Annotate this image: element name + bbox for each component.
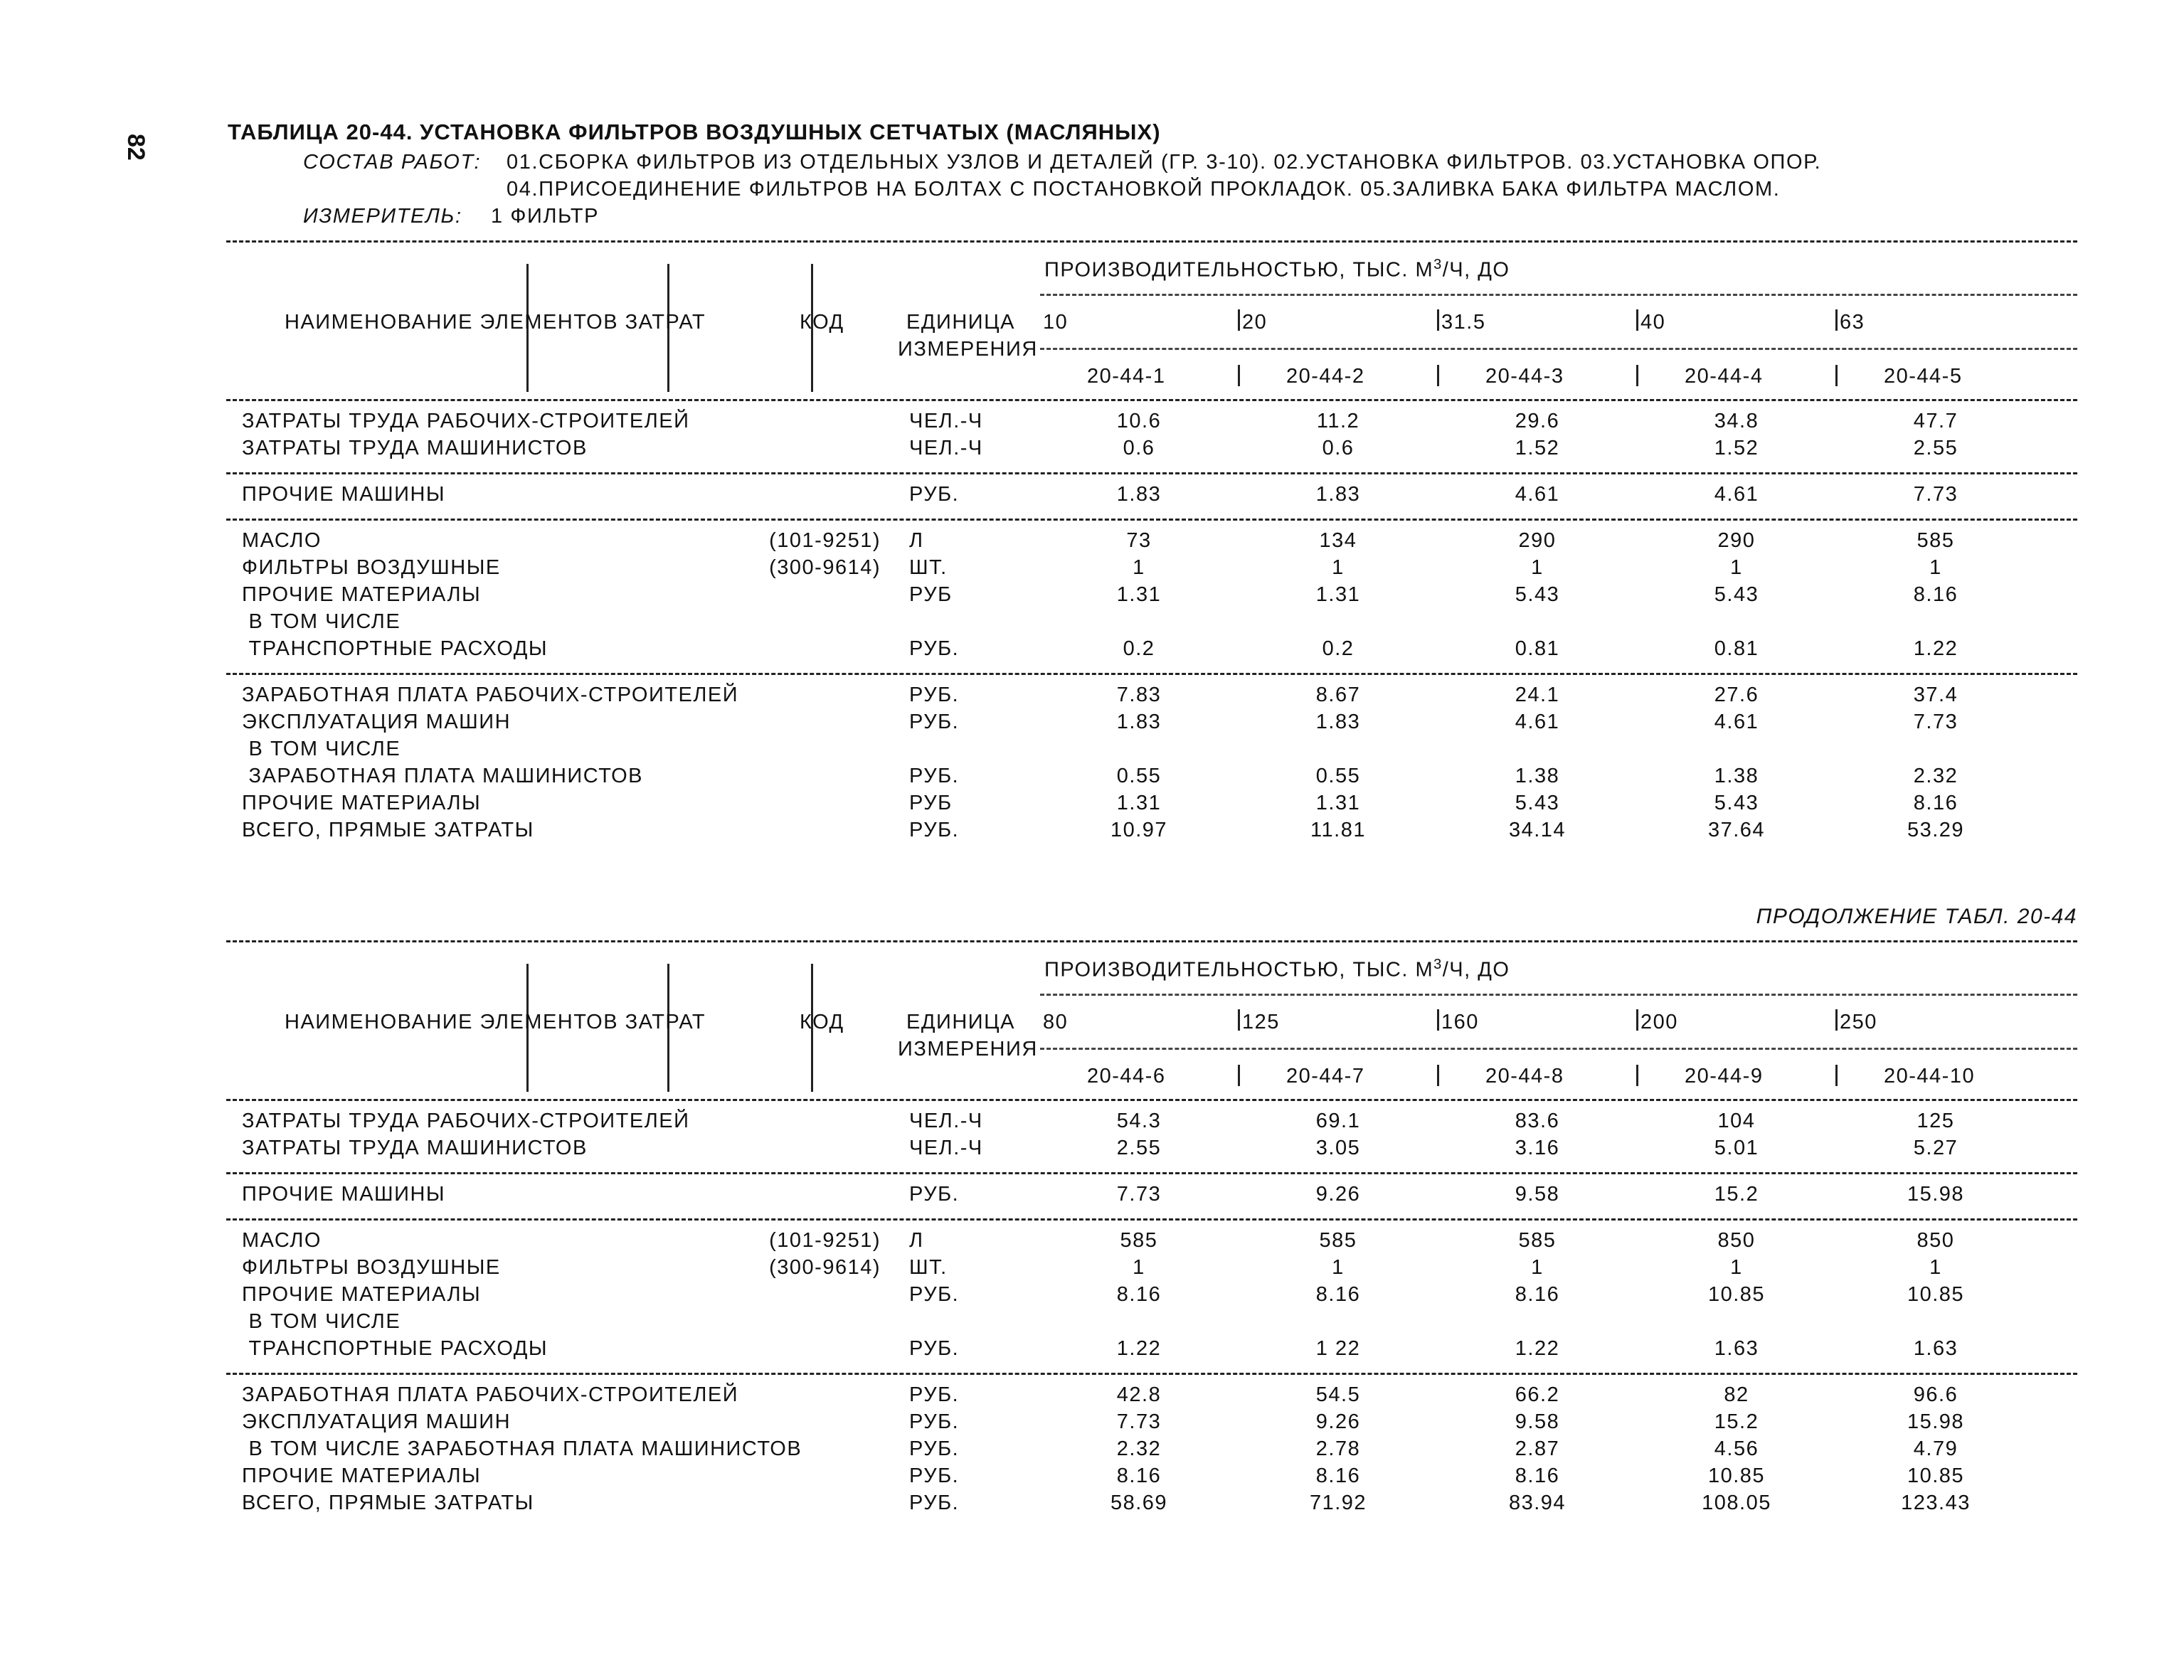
row-value: 1 bbox=[1133, 556, 1145, 579]
row-value: 134 bbox=[1319, 529, 1357, 552]
table-row bbox=[226, 765, 2077, 792]
table-row bbox=[226, 637, 2077, 664]
row-label: ЗАРАБОТНАЯ ПЛАТА РАБОЧИХ-СТРОИТЕЛЕЙ bbox=[242, 684, 739, 706]
capacity-value: 80 bbox=[1043, 1011, 1069, 1033]
row-value: 0.81 bbox=[1714, 637, 1759, 660]
row-value: 2.32 bbox=[1116, 1437, 1162, 1460]
norm-code: 20-44-4 bbox=[1685, 365, 1764, 388]
row-group bbox=[226, 1221, 2077, 1373]
header-code-column: КОД bbox=[800, 1011, 844, 1033]
row-value: 0.55 bbox=[1116, 765, 1162, 787]
row-value: 1.38 bbox=[1515, 765, 1560, 787]
capacity-value: 160 bbox=[1441, 1011, 1479, 1033]
row-value: 15.2 bbox=[1714, 1410, 1759, 1433]
row-value: 7.83 bbox=[1116, 684, 1162, 706]
row-unit: РУБ. bbox=[909, 1437, 960, 1460]
row-value: 11.81 bbox=[1310, 819, 1366, 841]
row-value: 15.98 bbox=[1907, 1183, 1965, 1206]
table-row bbox=[226, 1437, 2077, 1464]
row-label: ЗАРАБОТНАЯ ПЛАТА РАБОЧИХ-СТРОИТЕЛЕЙ bbox=[242, 1383, 739, 1406]
capacity-value: 63 bbox=[1840, 311, 1865, 334]
group-rule bbox=[226, 1099, 2077, 1101]
row-unit: РУБ. bbox=[909, 1410, 960, 1433]
row-value: 9.58 bbox=[1515, 1410, 1560, 1433]
header-unit-column: ЕДИНИЦА bbox=[906, 1011, 1015, 1033]
header-name-column: НАИМЕНОВАНИЕ ЭЛЕМЕНТОВ ЗАТРАТ bbox=[285, 1011, 706, 1033]
row-value: 5.43 bbox=[1515, 583, 1560, 606]
header-capacity-rule bbox=[1040, 994, 2077, 996]
row-value: 104 bbox=[1717, 1110, 1756, 1132]
row-value: 8.16 bbox=[1116, 1283, 1162, 1306]
row-unit: ШТ. bbox=[909, 1256, 948, 1279]
row-value: 1.31 bbox=[1116, 583, 1162, 606]
row-value: 1 bbox=[1332, 1256, 1345, 1279]
row-label: ПРОЧИЕ МАТЕРИАЛЫ bbox=[242, 1464, 482, 1487]
row-label: В ТОМ ЧИСЛЕ bbox=[242, 1310, 401, 1333]
row-unit: РУБ. bbox=[909, 684, 960, 706]
table-row bbox=[226, 1464, 2077, 1492]
row-value: 1.52 bbox=[1714, 437, 1759, 459]
row-unit: РУБ. bbox=[909, 1383, 960, 1406]
row-value: 0.55 bbox=[1315, 765, 1361, 787]
row-value: 585 bbox=[1120, 1229, 1158, 1252]
norm-code: 20-44-5 bbox=[1884, 365, 1963, 388]
row-value: 1.63 bbox=[1913, 1337, 1958, 1360]
group-rule bbox=[226, 673, 2077, 675]
row-value: 10.85 bbox=[1707, 1283, 1766, 1306]
row-value: 10.85 bbox=[1907, 1464, 1965, 1487]
row-unit: РУБ. bbox=[909, 1492, 960, 1514]
row-value: 585 bbox=[1319, 1229, 1357, 1252]
row-label: ВСЕГО, ПРЯМЫЕ ЗАТРАТЫ bbox=[242, 819, 534, 841]
row-value: 71.92 bbox=[1309, 1492, 1367, 1514]
row-value: 1.83 bbox=[1116, 711, 1162, 733]
norm-code: 20-44-10 bbox=[1884, 1065, 1976, 1088]
row-value: 1 bbox=[1929, 556, 1942, 579]
table-row bbox=[226, 529, 2077, 556]
capacity-value: 10 bbox=[1043, 311, 1069, 334]
table-row bbox=[226, 410, 2077, 437]
row-value: 4.61 bbox=[1714, 483, 1759, 506]
table-row bbox=[226, 792, 2077, 819]
table-row bbox=[226, 1229, 2077, 1256]
row-unit: РУБ. bbox=[909, 1337, 960, 1360]
capacity-divider bbox=[1636, 1009, 1638, 1031]
row-value: 54.5 bbox=[1315, 1383, 1361, 1406]
row-label: ПРОЧИЕ МАШИНЫ bbox=[242, 483, 446, 506]
row-value: 108.05 bbox=[1702, 1492, 1771, 1514]
row-value: 8.16 bbox=[1515, 1464, 1560, 1487]
row-group bbox=[226, 1375, 2077, 1527]
row-value: 2.55 bbox=[1116, 1137, 1162, 1159]
row-code: (300-9614) bbox=[769, 1256, 881, 1279]
table-row bbox=[226, 684, 2077, 711]
row-value: 125 bbox=[1917, 1110, 1955, 1132]
capacity-value: 31.5 bbox=[1441, 311, 1486, 334]
table-row bbox=[226, 483, 2077, 510]
row-value: 1 bbox=[1730, 1256, 1743, 1279]
row-value: 1.22 bbox=[1515, 1337, 1560, 1360]
row-unit: РУБ. bbox=[909, 765, 960, 787]
norm-code: 20-44-6 bbox=[1087, 1065, 1166, 1088]
row-value: 83.6 bbox=[1515, 1110, 1560, 1132]
row-value: 8.16 bbox=[1913, 792, 1958, 814]
norm-code: 20-44-9 bbox=[1685, 1065, 1764, 1088]
group-rule bbox=[226, 1172, 2077, 1174]
row-value: 58.69 bbox=[1110, 1492, 1168, 1514]
row-value: 7.73 bbox=[1913, 711, 1958, 733]
capacity-prefix: ПРОИЗВОДИТЕЛЬНОСТЬЮ, ТЫС. М bbox=[1044, 258, 1434, 282]
row-label: В ТОМ ЧИСЛЕ ЗАРАБОТНАЯ ПЛАТА МАШИНИСТОВ bbox=[242, 1437, 802, 1460]
row-value: 1.52 bbox=[1515, 437, 1560, 459]
row-unit: ЧЕЛ.-Ч bbox=[909, 1110, 983, 1132]
row-value: 1 22 bbox=[1315, 1337, 1361, 1360]
row-unit: РУБ. bbox=[909, 1283, 960, 1306]
row-value: 850 bbox=[1717, 1229, 1756, 1252]
row-unit: Л bbox=[909, 1229, 924, 1252]
row-value: 0.81 bbox=[1515, 637, 1560, 660]
meter-label: ИЗМЕРИТЕЛЬ: bbox=[303, 205, 462, 228]
row-value: 1 bbox=[1531, 1256, 1544, 1279]
capacity-value: 40 bbox=[1640, 311, 1666, 334]
table-row bbox=[226, 1283, 2077, 1310]
row-unit: РУБ. bbox=[909, 483, 960, 506]
row-value: 11.2 bbox=[1316, 410, 1360, 432]
row-value: 37.64 bbox=[1707, 819, 1766, 841]
table-row bbox=[226, 711, 2077, 738]
row-label: МАСЛО bbox=[242, 1229, 322, 1252]
row-unit: РУБ. bbox=[909, 637, 960, 660]
row-value: 1 bbox=[1531, 556, 1544, 579]
group-rule bbox=[226, 399, 2077, 401]
row-value: 10.85 bbox=[1907, 1283, 1965, 1306]
row-value: 2.78 bbox=[1315, 1437, 1361, 1460]
row-unit: РУБ. bbox=[909, 1183, 960, 1206]
row-value: 1.63 bbox=[1714, 1337, 1759, 1360]
row-value: 4.61 bbox=[1515, 483, 1560, 506]
capacity-value: 200 bbox=[1640, 1011, 1678, 1033]
table-row bbox=[226, 610, 2077, 637]
row-value: 2.55 bbox=[1913, 437, 1958, 459]
row-value: 5.27 bbox=[1913, 1137, 1958, 1159]
norm-code: 20-44-3 bbox=[1485, 365, 1564, 388]
capacity-divider bbox=[1238, 309, 1240, 331]
group-rule bbox=[226, 1373, 2077, 1375]
row-label: ЗАТРАТЫ ТРУДА МАШИНИСТОВ bbox=[242, 437, 588, 459]
row-label: ЗАТРАТЫ ТРУДА МАШИНИСТОВ bbox=[242, 1137, 588, 1159]
header-capacity-rule bbox=[1040, 294, 2077, 296]
code-divider bbox=[1636, 1065, 1638, 1086]
header-code-rule bbox=[1040, 348, 2077, 350]
row-value: 1.83 bbox=[1315, 483, 1361, 506]
row-value: 290 bbox=[1518, 529, 1557, 552]
capacity-divider bbox=[1835, 1009, 1838, 1031]
row-label: ПРОЧИЕ МАТЕРИАЛЫ bbox=[242, 583, 482, 606]
row-label: ТРАНСПОРТНЫЕ РАСХОДЫ bbox=[242, 1337, 548, 1360]
row-value: 82 bbox=[1724, 1383, 1749, 1406]
row-value: 0.6 bbox=[1322, 437, 1355, 459]
row-value: 8.16 bbox=[1116, 1464, 1162, 1487]
row-group bbox=[226, 675, 2077, 854]
row-value: 29.6 bbox=[1515, 410, 1560, 432]
row-label: МАСЛО bbox=[242, 529, 322, 552]
table-row bbox=[226, 556, 2077, 583]
row-value: 9.26 bbox=[1315, 1183, 1361, 1206]
row-group bbox=[226, 521, 2077, 673]
row-label: ПРОЧИЕ МАТЕРИАЛЫ bbox=[242, 792, 482, 814]
row-value: 3.16 bbox=[1515, 1137, 1560, 1159]
row-value: 5.43 bbox=[1714, 792, 1759, 814]
header-capacity-title bbox=[1044, 257, 1510, 282]
row-value: 27.6 bbox=[1714, 684, 1759, 706]
table-row bbox=[226, 1410, 2077, 1437]
row-value: 2.32 bbox=[1913, 765, 1958, 787]
row-value: 1.31 bbox=[1315, 792, 1361, 814]
row-label: ФИЛЬТРЫ ВОЗДУШНЫЕ bbox=[242, 1256, 501, 1279]
row-value: 34.14 bbox=[1508, 819, 1567, 841]
row-value: 10.97 bbox=[1110, 819, 1168, 841]
header-code-rule bbox=[1040, 1048, 2077, 1050]
row-value: 42.8 bbox=[1116, 1383, 1162, 1406]
header-unit-column-2: ИЗМЕРЕНИЯ bbox=[898, 338, 1038, 361]
row-unit: РУБ. bbox=[909, 1464, 960, 1487]
code-divider bbox=[1238, 1065, 1240, 1086]
row-value: 1.31 bbox=[1116, 792, 1162, 814]
row-value: 47.7 bbox=[1913, 410, 1958, 432]
table-row bbox=[226, 583, 2077, 610]
norm-code: 20-44-7 bbox=[1286, 1065, 1365, 1088]
row-value: 1 bbox=[1929, 1256, 1942, 1279]
row-value: 8.67 bbox=[1315, 684, 1361, 706]
row-value: 66.2 bbox=[1515, 1383, 1560, 1406]
table-title: ТАБЛИЦА 20-44. УСТАНОВКА ФИЛЬТРОВ ВОЗДУШНЫХ СЕТЧАТЫХ (МАСЛЯНЫХ) bbox=[228, 119, 1161, 144]
row-value: 5.43 bbox=[1515, 792, 1560, 814]
row-code: (101-9251) bbox=[769, 1229, 881, 1252]
row-value: 1.31 bbox=[1315, 583, 1361, 606]
row-label: ВСЕГО, ПРЯМЫЕ ЗАТРАТЫ bbox=[242, 1492, 534, 1514]
meter-value: 1 ФИЛЬТР bbox=[491, 205, 600, 228]
table-header bbox=[226, 942, 2077, 1099]
row-value: 1.83 bbox=[1315, 711, 1361, 733]
row-value: 83.94 bbox=[1508, 1492, 1567, 1514]
row-value: 5.01 bbox=[1714, 1137, 1759, 1159]
row-value: 9.26 bbox=[1315, 1410, 1361, 1433]
row-value: 1.38 bbox=[1714, 765, 1759, 787]
row-group bbox=[226, 401, 2077, 472]
row-group bbox=[226, 1174, 2077, 1218]
row-value: 4.79 bbox=[1913, 1437, 1958, 1460]
code-divider bbox=[1437, 1065, 1439, 1086]
row-value: 1 bbox=[1133, 1256, 1145, 1279]
row-unit: ЧЕЛ.-Ч bbox=[909, 410, 983, 432]
row-code: (300-9614) bbox=[769, 556, 881, 579]
row-unit: РУБ bbox=[909, 583, 953, 606]
row-unit: РУБ bbox=[909, 792, 953, 814]
row-value: 4.56 bbox=[1714, 1437, 1759, 1460]
capacity-superscript: 3 bbox=[1433, 257, 1443, 272]
row-label: ЗАТРАТЫ ТРУДА РАБОЧИХ-СТРОИТЕЛЕЙ bbox=[242, 1110, 690, 1132]
row-value: 0.6 bbox=[1123, 437, 1155, 459]
row-unit: Л bbox=[909, 529, 924, 552]
row-value: 69.1 bbox=[1315, 1110, 1361, 1132]
row-value: 123.43 bbox=[1901, 1492, 1971, 1514]
row-value: 73 bbox=[1126, 529, 1152, 552]
row-value: 15.98 bbox=[1907, 1410, 1965, 1433]
group-rule bbox=[226, 1218, 2077, 1221]
table-row bbox=[226, 819, 2077, 846]
row-value: 3.05 bbox=[1315, 1137, 1361, 1159]
row-value: 53.29 bbox=[1907, 819, 1965, 841]
table-row bbox=[226, 437, 2077, 464]
page-number: 82 bbox=[122, 134, 149, 161]
row-value: 0.2 bbox=[1123, 637, 1155, 660]
composition-line-2: 04.ПРИСОЕДИНЕНИЕ ФИЛЬТРОВ НА БОЛТАХ С ПОСТАНОВКОЙ ПРОКЛАДОК. 05.ЗАЛИВКА БАКА ФИЛЬТРА МАСЛОМ. bbox=[507, 178, 1781, 201]
capacity-divider bbox=[1636, 309, 1638, 331]
row-value: 1 bbox=[1332, 556, 1345, 579]
row-value: 585 bbox=[1518, 1229, 1557, 1252]
row-value: 54.3 bbox=[1116, 1110, 1162, 1132]
row-unit: РУБ. bbox=[909, 711, 960, 733]
code-divider bbox=[1835, 1065, 1838, 1086]
row-value: 7.73 bbox=[1913, 483, 1958, 506]
row-value: 10.85 bbox=[1707, 1464, 1766, 1487]
table-row bbox=[226, 1110, 2077, 1137]
row-label: ЗАТРАТЫ ТРУДА РАБОЧИХ-СТРОИТЕЛЕЙ bbox=[242, 410, 690, 432]
row-value: 10.6 bbox=[1116, 410, 1162, 432]
code-divider bbox=[1835, 365, 1838, 386]
norm-code: 20-44-2 bbox=[1286, 365, 1365, 388]
row-value: 0.2 bbox=[1322, 637, 1355, 660]
cost-table-1 bbox=[226, 240, 2077, 854]
row-value: 1 bbox=[1730, 556, 1743, 579]
row-unit: РУБ. bbox=[909, 819, 960, 841]
group-rule bbox=[226, 472, 2077, 474]
row-value: 4.61 bbox=[1714, 711, 1759, 733]
header-unit-column: ЕДИНИЦА bbox=[906, 311, 1015, 334]
row-value: 34.8 bbox=[1714, 410, 1759, 432]
row-unit: ШТ. bbox=[909, 556, 948, 579]
table-row bbox=[226, 1310, 2077, 1337]
row-value: 585 bbox=[1917, 529, 1955, 552]
row-value: 24.1 bbox=[1515, 684, 1560, 706]
norm-code: 20-44-8 bbox=[1485, 1065, 1564, 1088]
capacity-value: 125 bbox=[1242, 1011, 1280, 1033]
row-value: 8.16 bbox=[1315, 1283, 1361, 1306]
row-label: В ТОМ ЧИСЛЕ bbox=[242, 610, 401, 633]
row-code: (101-9251) bbox=[769, 529, 881, 552]
capacity-divider bbox=[1437, 1009, 1439, 1031]
table-row bbox=[226, 1492, 2077, 1519]
row-value: 8.16 bbox=[1315, 1464, 1361, 1487]
header-code-column: КОД bbox=[800, 311, 844, 334]
table-row bbox=[226, 1183, 2077, 1210]
code-divider bbox=[1238, 365, 1240, 386]
capacity-divider bbox=[1238, 1009, 1240, 1031]
row-value: 7.73 bbox=[1116, 1410, 1162, 1433]
cost-table-2 bbox=[226, 940, 2077, 1527]
row-unit: ЧЕЛ.-Ч bbox=[909, 1137, 983, 1159]
code-divider bbox=[1437, 365, 1439, 386]
capacity-suffix: /Ч, ДО bbox=[1442, 958, 1510, 982]
row-value: 1.83 bbox=[1116, 483, 1162, 506]
row-label: ПРОЧИЕ МАШИНЫ bbox=[242, 1183, 446, 1206]
row-value: 5.43 bbox=[1714, 583, 1759, 606]
capacity-value: 20 bbox=[1242, 311, 1268, 334]
capacity-value: 250 bbox=[1840, 1011, 1877, 1033]
header-capacity-title bbox=[1044, 957, 1510, 982]
code-divider bbox=[1636, 365, 1638, 386]
composition-label: СОСТАВ РАБОТ: bbox=[303, 151, 482, 174]
table-row bbox=[226, 1256, 2077, 1283]
row-label: В ТОМ ЧИСЛЕ bbox=[242, 738, 401, 760]
row-value: 37.4 bbox=[1913, 684, 1958, 706]
row-label: ЭКСПЛУАТАЦИЯ МАШИН bbox=[242, 1410, 511, 1433]
capacity-divider bbox=[1835, 309, 1838, 331]
row-unit: ЧЕЛ.-Ч bbox=[909, 437, 983, 459]
capacity-divider bbox=[1437, 309, 1439, 331]
row-value: 290 bbox=[1717, 529, 1756, 552]
norm-code: 20-44-1 bbox=[1087, 365, 1166, 388]
row-label: ПРОЧИЕ МАТЕРИАЛЫ bbox=[242, 1283, 482, 1306]
row-value: 9.58 bbox=[1515, 1183, 1560, 1206]
row-value: 96.6 bbox=[1913, 1383, 1958, 1406]
table-header bbox=[226, 243, 2077, 399]
capacity-prefix: ПРОИЗВОДИТЕЛЬНОСТЬЮ, ТЫС. М bbox=[1044, 958, 1434, 982]
row-group bbox=[226, 1101, 2077, 1172]
row-label: ЗАРАБОТНАЯ ПЛАТА МАШИНИСТОВ bbox=[242, 765, 644, 787]
table-row bbox=[226, 1337, 2077, 1364]
table-row bbox=[226, 738, 2077, 765]
capacity-superscript: 3 bbox=[1433, 957, 1443, 972]
capacity-suffix: /Ч, ДО bbox=[1442, 258, 1510, 282]
table-row bbox=[226, 1383, 2077, 1410]
header-name-column: НАИМЕНОВАНИЕ ЭЛЕМЕНТОВ ЗАТРАТ bbox=[285, 311, 706, 334]
continuation-label: ПРОДОЛЖЕНИЕ ТАБЛ. 20-44 bbox=[1756, 905, 2077, 928]
row-value: 2.87 bbox=[1515, 1437, 1560, 1460]
row-value: 1.22 bbox=[1913, 637, 1958, 660]
row-label: ЭКСПЛУАТАЦИЯ МАШИН bbox=[242, 711, 511, 733]
header-unit-column-2: ИЗМЕРЕНИЯ bbox=[898, 1038, 1038, 1060]
row-label: ФИЛЬТРЫ ВОЗДУШНЫЕ bbox=[242, 556, 501, 579]
row-label: ТРАНСПОРТНЫЕ РАСХОДЫ bbox=[242, 637, 548, 660]
row-value: 8.16 bbox=[1913, 583, 1958, 606]
row-value: 4.61 bbox=[1515, 711, 1560, 733]
row-value: 1.22 bbox=[1116, 1337, 1162, 1360]
row-value: 7.73 bbox=[1116, 1183, 1162, 1206]
composition-line-1: 01.СБОРКА ФИЛЬТРОВ ИЗ ОТДЕЛЬНЫХ УЗЛОВ И ДЕТАЛЕЙ (ГР. 3-10). 02.УСТАНОВКА ФИЛЬТРОВ. 03.УСТАНОВКА ОПОР. bbox=[507, 151, 1822, 174]
table-row bbox=[226, 1137, 2077, 1164]
row-value: 15.2 bbox=[1714, 1183, 1759, 1206]
group-rule bbox=[226, 519, 2077, 521]
row-value: 8.16 bbox=[1515, 1283, 1560, 1306]
row-group bbox=[226, 474, 2077, 519]
row-value: 850 bbox=[1917, 1229, 1955, 1252]
